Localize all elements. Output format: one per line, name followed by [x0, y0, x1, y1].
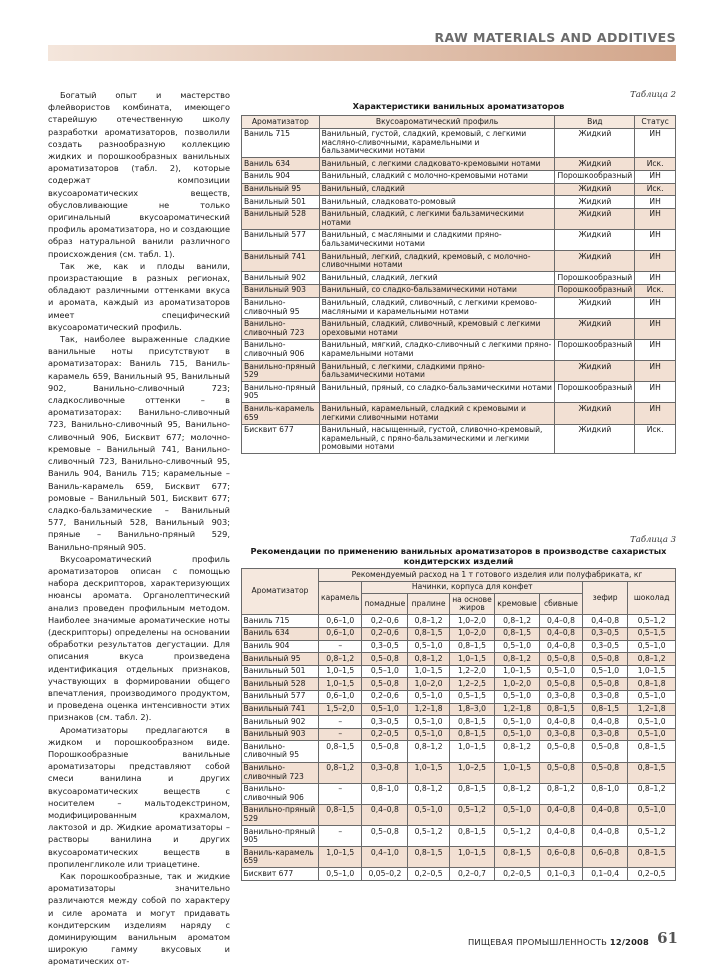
table2-cell: Ванильный, карамельный, сладкий с кремовыми и легкими сливочными нотами: [319, 403, 555, 424]
table3-cell: 0,3–0,8: [539, 728, 582, 741]
table3-cell: 0,8–1,5: [628, 762, 676, 783]
table3-cell: 0,8–1,5: [449, 640, 494, 653]
body-text-column: [48, 89, 230, 968]
table3-cell: 0,2–0,6: [362, 615, 408, 628]
table3-cell: 0,5–0,8: [583, 653, 628, 666]
table3-cell: 0,5–0,8: [362, 678, 408, 691]
table3-cell: 1,0–2,5: [449, 762, 494, 783]
table2-cell: ИН: [635, 196, 676, 209]
table2-cell: Иск.: [635, 183, 676, 196]
table3-cell: 0,5–1,0: [495, 716, 540, 729]
table3-cell: 0,8–1,5: [583, 703, 628, 716]
table2-cell: Ванильный, легкий, сладкий, кремовый, с молочно-сливочными нотами: [319, 251, 555, 272]
table3-cell: 0,4–0,8: [539, 627, 582, 640]
table-row: [242, 826, 676, 847]
table2-cell: Жидкий: [555, 183, 635, 196]
table3-cell: 1,0–1,5: [408, 665, 449, 678]
table2-cell: Жидкий: [555, 196, 635, 209]
table3-cell: Ванильно-сливочный 95: [242, 741, 319, 762]
table3-cell: 0,2–0,5: [495, 868, 540, 881]
table3-caption: Таблица 3: [630, 535, 676, 545]
table-row: [242, 783, 676, 804]
table2-cell: Жидкий: [555, 318, 635, 339]
table2-cell: Ванильно-сливочный 95: [242, 297, 320, 318]
table-row: [242, 627, 676, 640]
table2-cell: Ванильно-пряный 529: [242, 361, 320, 382]
table3-header-pomad: помадные: [362, 594, 408, 615]
table2-cell: Ванильный 902: [242, 272, 320, 285]
table3-cell: 1,0–1,5: [408, 762, 449, 783]
table-row: [242, 615, 676, 628]
table3-cell: 0,8–1,2: [495, 783, 540, 804]
table2-cell: Ванильный, сладкий, сливочный, с легкими кремово-масляными и карамельными нотами: [319, 297, 555, 318]
table2-cell: ИН: [635, 251, 676, 272]
table3-cell: Ванильный 902: [242, 716, 319, 729]
table-row: [242, 653, 676, 666]
table2-cell: Ванильный, сладковато-ромовый: [319, 196, 555, 209]
table3-cell: –: [319, 783, 362, 804]
table2-header-cell: Вид: [555, 116, 635, 129]
table-row: [242, 690, 676, 703]
table3-cell: 0,6–1,0: [319, 627, 362, 640]
table3-cell: 0,3–0,8: [583, 728, 628, 741]
table2-cell: Ванильный, с легкими, сладкими пряно-бальзамическими нотами: [319, 361, 555, 382]
table3: [241, 568, 676, 881]
table3-cell: 0,8–1,2: [408, 741, 449, 762]
table2-cell: Ванильный 95: [242, 183, 320, 196]
table2-cell: Жидкий: [555, 424, 635, 454]
body-paragraph: Так же, как и плоды ванили, произрастающие в разных регионах, обладают различными оттенками вкуса и аромата, каждый из ароматизаторов имеет специфический вкусоароматический профиль.: [48, 260, 230, 332]
table3-cell: 0,5–1,2: [495, 826, 540, 847]
table3-cell: Ванильный 95: [242, 653, 319, 666]
table-row: [242, 158, 676, 171]
table3-cell: Ваниль-карамель 659: [242, 847, 319, 868]
footer-journal: [468, 937, 649, 947]
table3-cell: 1,0–1,5: [449, 653, 494, 666]
table3-cell: 1,0–1,5: [319, 847, 362, 868]
table3-cell: 0,8–1,5: [408, 847, 449, 868]
table-row: [242, 678, 676, 691]
table3-cell: 0,6–1,0: [319, 615, 362, 628]
table3-cell: 0,8–1,5: [449, 728, 494, 741]
table3-cell: Ванильно-пряный 905: [242, 826, 319, 847]
table3-cell: Ванильно-пряный 529: [242, 804, 319, 825]
table3-cell: 0,4–0,8: [362, 804, 408, 825]
table-row: [242, 297, 676, 318]
table3-cell: 1,0–1,5: [628, 665, 676, 678]
table2-cell: Жидкий: [555, 208, 635, 229]
table2-cell: Порошкообразный: [555, 339, 635, 360]
table3-header-zephyr: зефир: [583, 581, 628, 615]
table2-cell: Ванильный, густой, сладкий, кремовый, с легкими масляно-сливочными, карамельными и бальзамическими нотами: [319, 128, 555, 158]
table3-title: Рекомендации по применению ванильных ароматизаторов в производстве сахаристых кондитерских изделий: [250, 546, 667, 566]
table2-cell: Ванильный, с легкими сладковато-кремовыми нотами: [319, 158, 555, 171]
table3-cell: 0,8–1,5: [408, 627, 449, 640]
table2-cell: Ванильный, сладкий: [319, 183, 555, 196]
table2-cell: Бисквит 677: [242, 424, 320, 454]
table2-cell: Ванильный, сладкий, с легкими бальзамическими нотами: [319, 208, 555, 229]
table2-cell: Жидкий: [555, 229, 635, 250]
table3-cell: 0,8–1,5: [319, 741, 362, 762]
table2-cell: Ванильный, сладкий, сливочный, кремовый с легкими ореховыми нотами: [319, 318, 555, 339]
table3-cell: 1,2–1,8: [495, 703, 540, 716]
table3-cell: –: [319, 826, 362, 847]
table2-cell: Ванильный, со сладко-бальзамическими нотами: [319, 284, 555, 297]
table3-cell: 0,5–1,0: [628, 716, 676, 729]
table3-cell: 0,5–1,2: [449, 804, 494, 825]
table2-cell: Иск.: [635, 424, 676, 454]
table3-cell: 0,5–1,0: [495, 728, 540, 741]
table3-cell: Ваниль 715: [242, 615, 319, 628]
table3-cell: 0,3–0,5: [583, 640, 628, 653]
table3-cell: 0,5–1,2: [628, 615, 676, 628]
table2-cell: Ваниль-карамель 659: [242, 403, 320, 424]
table3-cell: 0,8–1,0: [362, 783, 408, 804]
table3-cell: 0,4–0,8: [539, 615, 582, 628]
table-row: [242, 284, 676, 297]
table2-cell: Ванильный 741: [242, 251, 320, 272]
table3-cell: 0,3–0,5: [362, 716, 408, 729]
table-row: [242, 804, 676, 825]
table3-cell: 0,2–0,5: [408, 868, 449, 881]
table3-cell: 0,5–1,0: [319, 868, 362, 881]
table2-cell: Жидкий: [555, 361, 635, 382]
table3-cell: 1,2–1,8: [408, 703, 449, 716]
table3-header-name: Ароматизатор: [242, 569, 319, 615]
table3-cell: 0,6–1,0: [319, 690, 362, 703]
table3-cell: 0,2–0,7: [449, 868, 494, 881]
table3-cell: 0,8–1,2: [408, 783, 449, 804]
table3-cell: 0,4–0,8: [539, 826, 582, 847]
table-row: [242, 339, 676, 360]
table3-cell: 0,3–0,8: [583, 690, 628, 703]
page-number: 61: [657, 929, 678, 947]
table3-cell: 0,2–0,5: [628, 868, 676, 881]
table3-cell: 0,8–1,2: [408, 615, 449, 628]
table3-cell: 0,5–1,0: [628, 690, 676, 703]
table3-cell: 0,8–1,0: [583, 783, 628, 804]
table-row: [242, 208, 676, 229]
table3-cell: 0,8–1,5: [319, 804, 362, 825]
table2-cell: Ванильный, сладкий, легкий: [319, 272, 555, 285]
table-row: [242, 716, 676, 729]
table3-cell: 0,6–0,8: [539, 847, 582, 868]
table2-cell: ИН: [635, 229, 676, 250]
table3-cell: 1,0–2,0: [449, 615, 494, 628]
table3-cell: Ванильный 577: [242, 690, 319, 703]
table3-cell: 0,5–1,0: [408, 716, 449, 729]
table3-cell: 0,8–1,5: [449, 716, 494, 729]
table2-cell: Ванильный 577: [242, 229, 320, 250]
table3-cell: 0,8–1,2: [408, 653, 449, 666]
table3-cell: 0,5–1,0: [362, 703, 408, 716]
table3-cell: 0,4–0,8: [583, 826, 628, 847]
table2-cell: Ваниль 634: [242, 158, 320, 171]
table3-cell: 0,5–1,0: [583, 665, 628, 678]
table3-cell: 0,1–0,4: [583, 868, 628, 881]
table3-cell: 0,4–0,8: [583, 716, 628, 729]
table3-cell: 0,5–0,8: [583, 678, 628, 691]
table2-cell: Иск.: [635, 158, 676, 171]
table2-cell: Порошкообразный: [555, 382, 635, 403]
table3-cell: 0,4–0,8: [539, 640, 582, 653]
table3-cell: 0,5–1,0: [495, 640, 540, 653]
table3-header-chocolate: шоколад: [628, 581, 676, 615]
table2-cell: ИН: [635, 382, 676, 403]
table3-cell: 0,5–0,8: [362, 826, 408, 847]
table2-cell: Ванильно-сливочный 906: [242, 339, 320, 360]
table-row: [242, 170, 676, 183]
table3-cell: 0,8–1,2: [495, 653, 540, 666]
table2-cell: ИН: [635, 403, 676, 424]
table3-cell: 0,5–1,5: [628, 627, 676, 640]
table3-cell: Ваниль 634: [242, 627, 319, 640]
table3-cell: 0,5–0,8: [362, 741, 408, 762]
table3-cell: 1,0–1,5: [495, 762, 540, 783]
table3-cell: 0,05–0,2: [362, 868, 408, 881]
table3-cell: 0,5–0,8: [539, 678, 582, 691]
table3-cell: 1,0–1,5: [319, 678, 362, 691]
table3-cell: 0,3–0,8: [539, 690, 582, 703]
table3-cell: Ванильный 501: [242, 665, 319, 678]
table2-cell: ИН: [635, 339, 676, 360]
table2-cell: ИН: [635, 272, 676, 285]
footer-journal-name: ПИЩЕВАЯ ПРОМЫШЛЕННОСТЬ: [467, 937, 608, 947]
table-row: [242, 403, 676, 424]
table3-cell: Ванильный 528: [242, 678, 319, 691]
body-paragraph: Ароматизаторы предлагаются в жидком и порошкообразном виде. Порошкообразные ванильные ароматизаторы представляют собой смеси ванилина и других вкусоароматических веществ с носителем – мальтодекстрином, модифицированным крахмалом, лактозой и др. Жидкие ароматизаторы – растворы ванилина и других вкусоароматических веществ в пропиленгликоле или триацетине.: [48, 724, 230, 869]
table3-cell: 1,0–2,0: [495, 678, 540, 691]
table-row: [242, 703, 676, 716]
table3-cell: 1,0–1,5: [449, 847, 494, 868]
header-band: [48, 45, 676, 61]
table3-cell: 0,5–1,0: [495, 804, 540, 825]
table2-cell: ИН: [635, 361, 676, 382]
table-row: [242, 640, 676, 653]
table3-header-cream: кремовые: [495, 594, 540, 615]
table3-cell: 0,6–0,8: [583, 847, 628, 868]
table2-cell: ИН: [635, 318, 676, 339]
table3-cell: 1,8–3,0: [449, 703, 494, 716]
table2-cell: Ванильный 501: [242, 196, 320, 209]
table2-caption: Таблица 2: [630, 90, 676, 100]
table3-cell: 0,5–1,0: [408, 804, 449, 825]
table3-cell: 1,0–1,5: [449, 741, 494, 762]
table3-cell: 0,8–1,5: [628, 741, 676, 762]
table2-cell: Ванильный, сладкий с молочно-кремовыми нотами: [319, 170, 555, 183]
table3-header-rate: Рекомендуемый расход на 1 т готового изделия или полуфабриката, кг: [319, 569, 676, 582]
table3-cell: 0,1–0,3: [539, 868, 582, 881]
table-row: [242, 728, 676, 741]
table3-cell: 1,0–1,5: [319, 665, 362, 678]
table3-cell: Бисквит 677: [242, 868, 319, 881]
table3-cell: 0,8–1,2: [628, 653, 676, 666]
table3-cell: 1,0–2,0: [449, 627, 494, 640]
table3-cell: 0,8–1,5: [449, 783, 494, 804]
table3-cell: 0,8–1,2: [628, 783, 676, 804]
table2-cell: Ванильный, насыщенный, густой, сливочно-кремовый, карамельный, с пряно-бальзамическими и легкими ромовыми нотами: [319, 424, 555, 454]
table3-header-caramel: карамель: [319, 581, 362, 615]
table3-cell: 0,5–1,2: [628, 826, 676, 847]
table3-cell: 0,3–0,5: [583, 627, 628, 640]
table3-cell: 0,2–0,5: [362, 728, 408, 741]
table-row: [242, 424, 676, 454]
table-row: [242, 318, 676, 339]
table2-cell: Ваниль 904: [242, 170, 320, 183]
table2-cell: Жидкий: [555, 128, 635, 158]
table3-cell: Ванильно-сливочный 906: [242, 783, 319, 804]
table3-cell: 0,8–1,2: [495, 615, 540, 628]
table2: [241, 115, 676, 454]
body-paragraph: Как порошкообразные, так и жидкие ароматизаторы значительно различаются между собой по характеру и силе аромата и могут придавать кондитерским изделиям наряду с доминирующим ванильным ароматом широкую гамму вкусовых и ароматических от-: [48, 871, 230, 967]
table3-cell: 0,2–0,6: [362, 690, 408, 703]
table-row: [242, 196, 676, 209]
table3-cell: 0,5–1,0: [628, 804, 676, 825]
table3-cell: 0,8–1,5: [628, 847, 676, 868]
table3-cell: 0,4–1,0: [362, 847, 408, 868]
table2-cell: Жидкий: [555, 297, 635, 318]
table-row: [242, 251, 676, 272]
table3-cell: –: [319, 640, 362, 653]
table3-cell: 0,5–0,8: [362, 653, 408, 666]
table3-cell: 0,8–1,5: [495, 847, 540, 868]
table2-header-cell: Вкусоароматический профиль: [319, 116, 555, 129]
table3-cell: –: [319, 716, 362, 729]
table3-cell: 0,3–0,5: [362, 640, 408, 653]
table3-header-whipped: сбивные: [539, 594, 582, 615]
table3-cell: 1,5–2,0: [319, 703, 362, 716]
table2-cell: Ванильно-пряный 905: [242, 382, 320, 403]
table3-cell: 0,5–1,5: [449, 690, 494, 703]
table2-cell: Ванильный 528: [242, 208, 320, 229]
table3-cell: 0,5–0,8: [583, 762, 628, 783]
table2-cell: Ванильно-сливочный 723: [242, 318, 320, 339]
table2-cell: Ваниль 715: [242, 128, 320, 158]
table3-header-fat: на основе жиров: [449, 594, 494, 615]
table3-cell: 0,8–1,5: [539, 703, 582, 716]
table3-cell: Ванильный 903: [242, 728, 319, 741]
table3-cell: 0,5–1,0: [408, 640, 449, 653]
table3-cell: Ванильный 741: [242, 703, 319, 716]
table2-cell: Жидкий: [555, 251, 635, 272]
table3-cell: 0,5–1,0: [362, 665, 408, 678]
table3-cell: 0,2–0,6: [362, 627, 408, 640]
table3-cell: 0,5–1,0: [408, 690, 449, 703]
table3-cell: 0,5–0,8: [539, 653, 582, 666]
table2-title: Характеристики ванильных ароматизаторов: [352, 101, 565, 111]
table3-cell: 0,4–0,8: [539, 804, 582, 825]
table3-cell: 0,5–1,0: [408, 728, 449, 741]
footer-issue: 12/2008: [609, 937, 649, 947]
table3-cell: 0,5–1,2: [408, 826, 449, 847]
table3-cell: 0,8–1,2: [495, 741, 540, 762]
table-row: [242, 868, 676, 881]
table3-cell: 0,4–0,8: [583, 615, 628, 628]
table2-cell: ИН: [635, 170, 676, 183]
table-row: [242, 665, 676, 678]
table3-cell: Ваниль 904: [242, 640, 319, 653]
table-row: [242, 741, 676, 762]
table2-cell: Порошкообразный: [555, 284, 635, 297]
body-paragraph: Богатый опыт и мастерство флейвористов комбината, имеющего старейшую отечественную школу разработки ароматизаторов, позволили создать разнообразную коллекцию жидких и порошкообразных ванильных ароматизаторов (табл. 2), которые содержат композиции вкусоароматических веществ, обусловливающие не только оригинальный вкусоароматический профиль ароматизатора, но и создающие образ натуральной ванили различного происхождения (см. табл. 1).: [48, 90, 231, 259]
table3-header-fillings: Начинки, корпуса для конфет: [362, 581, 583, 594]
table-row: [242, 183, 676, 196]
table-row: [242, 272, 676, 285]
table3-cell: 0,5–1,0: [495, 690, 540, 703]
body-paragraph: Так, наиболее выраженные сладкие ванильные ноты присутствуют в ароматизаторах: Ваниль 715, Ваниль-карамель 659, Ванильный 95, Ванильный 902, Ванильно-сливочный 723; сладкосливочные оттенки – в ароматизаторах: Ванильно-сливочный 723, Ванильно-сливочный 95, Ванильно-сливочный 906, Бисквит 677; молочно-кремовые – Ванильный 741, Ванильно-сливочный 723, Ванильно-сливочный 95, Ваниль 904, Ваниль 715; карамельные – Ваниль-карамель 659, Бисквит 677; ромовые – Ванильный 501, Бисквит 677; сладко-бальзамические – Ванильный 577, Ванильный 528, Ванильный 903; пряные – Ванильно-пряный 529, Ванильно-пряный 905.: [48, 334, 230, 552]
table3-cell: 0,5–1,0: [628, 728, 676, 741]
table-row: [242, 229, 676, 250]
table3-cell: 1,2–2,5: [449, 678, 494, 691]
table2-cell: Жидкий: [555, 403, 635, 424]
table3-cell: 1,0–1,5: [495, 665, 540, 678]
body-paragraph: Вкусоароматический профиль ароматизаторов описан с помощью набора дескрипторов, характеризующих нюансы аромата. Органолептический анализ проведен профильным методом. Наиболее значимые ароматические ноты (дескрипторы) определены на основании обработки результатов дегустации. Для описания вкуса произведена идентификация отдельных признаков, участвующих в формировании общего впечатления, производимого продуктом, и проведена оценка интенсивности этих признаков (см. табл. 2).: [48, 553, 230, 723]
table3-cell: 0,3–0,8: [362, 762, 408, 783]
table-row: [242, 847, 676, 868]
table2-cell: Порошкообразный: [555, 272, 635, 285]
table3-cell: 1,2–1,8: [628, 703, 676, 716]
table3-cell: 0,8–1,2: [319, 762, 362, 783]
table3-cell: Ванильно-сливочный 723: [242, 762, 319, 783]
table3-cell: 0,5–0,8: [539, 741, 582, 762]
table3-cell: 0,8–1,5: [495, 627, 540, 640]
table2-cell: Порошкообразный: [555, 170, 635, 183]
table2-cell: Ванильный 903: [242, 284, 320, 297]
table2-cell: ИН: [635, 297, 676, 318]
table-row: [242, 361, 676, 382]
table2-cell: Ванильный, мягкий, сладко-сливочный с легкими пряно-карамельными нотами: [319, 339, 555, 360]
table3-cell: 0,5–0,8: [583, 741, 628, 762]
table3-cell: –: [319, 728, 362, 741]
table3-cell: 0,8–1,2: [539, 783, 582, 804]
table2-cell: Ванильный, с масляными и сладкими пряно-бальзамическими нотами: [319, 229, 555, 250]
table2-cell: Иск.: [635, 284, 676, 297]
table3-header-praline: пралине: [408, 594, 449, 615]
table2-cell: ИН: [635, 208, 676, 229]
table-row: [242, 382, 676, 403]
table2-cell: ИН: [635, 128, 676, 158]
table3-cell: 0,8–1,8: [628, 678, 676, 691]
table2-cell: Ванильный, пряный, со сладко-бальзамическими нотами: [319, 382, 555, 403]
table3-cell: 0,5–1,0: [628, 640, 676, 653]
table3-cell: 1,2–2,0: [449, 665, 494, 678]
table3-cell: 0,4–0,8: [583, 804, 628, 825]
table3-cell: 0,5–0,8: [539, 762, 582, 783]
section-title: RAW MATERIALS AND ADDITIVES: [434, 30, 676, 45]
table3-cell: 0,4–0,8: [539, 716, 582, 729]
table3-cell: 0,8–1,2: [319, 653, 362, 666]
table3-cell: 0,5–1,0: [539, 665, 582, 678]
table3-cell: 0,8–1,5: [449, 826, 494, 847]
table2-header-cell: Ароматизатор: [242, 116, 320, 129]
table2-cell: Жидкий: [555, 158, 635, 171]
table-row: [242, 128, 676, 158]
table-row: [242, 762, 676, 783]
table3-cell: 1,0–2,0: [408, 678, 449, 691]
table2-header-cell: Статус: [635, 116, 676, 129]
